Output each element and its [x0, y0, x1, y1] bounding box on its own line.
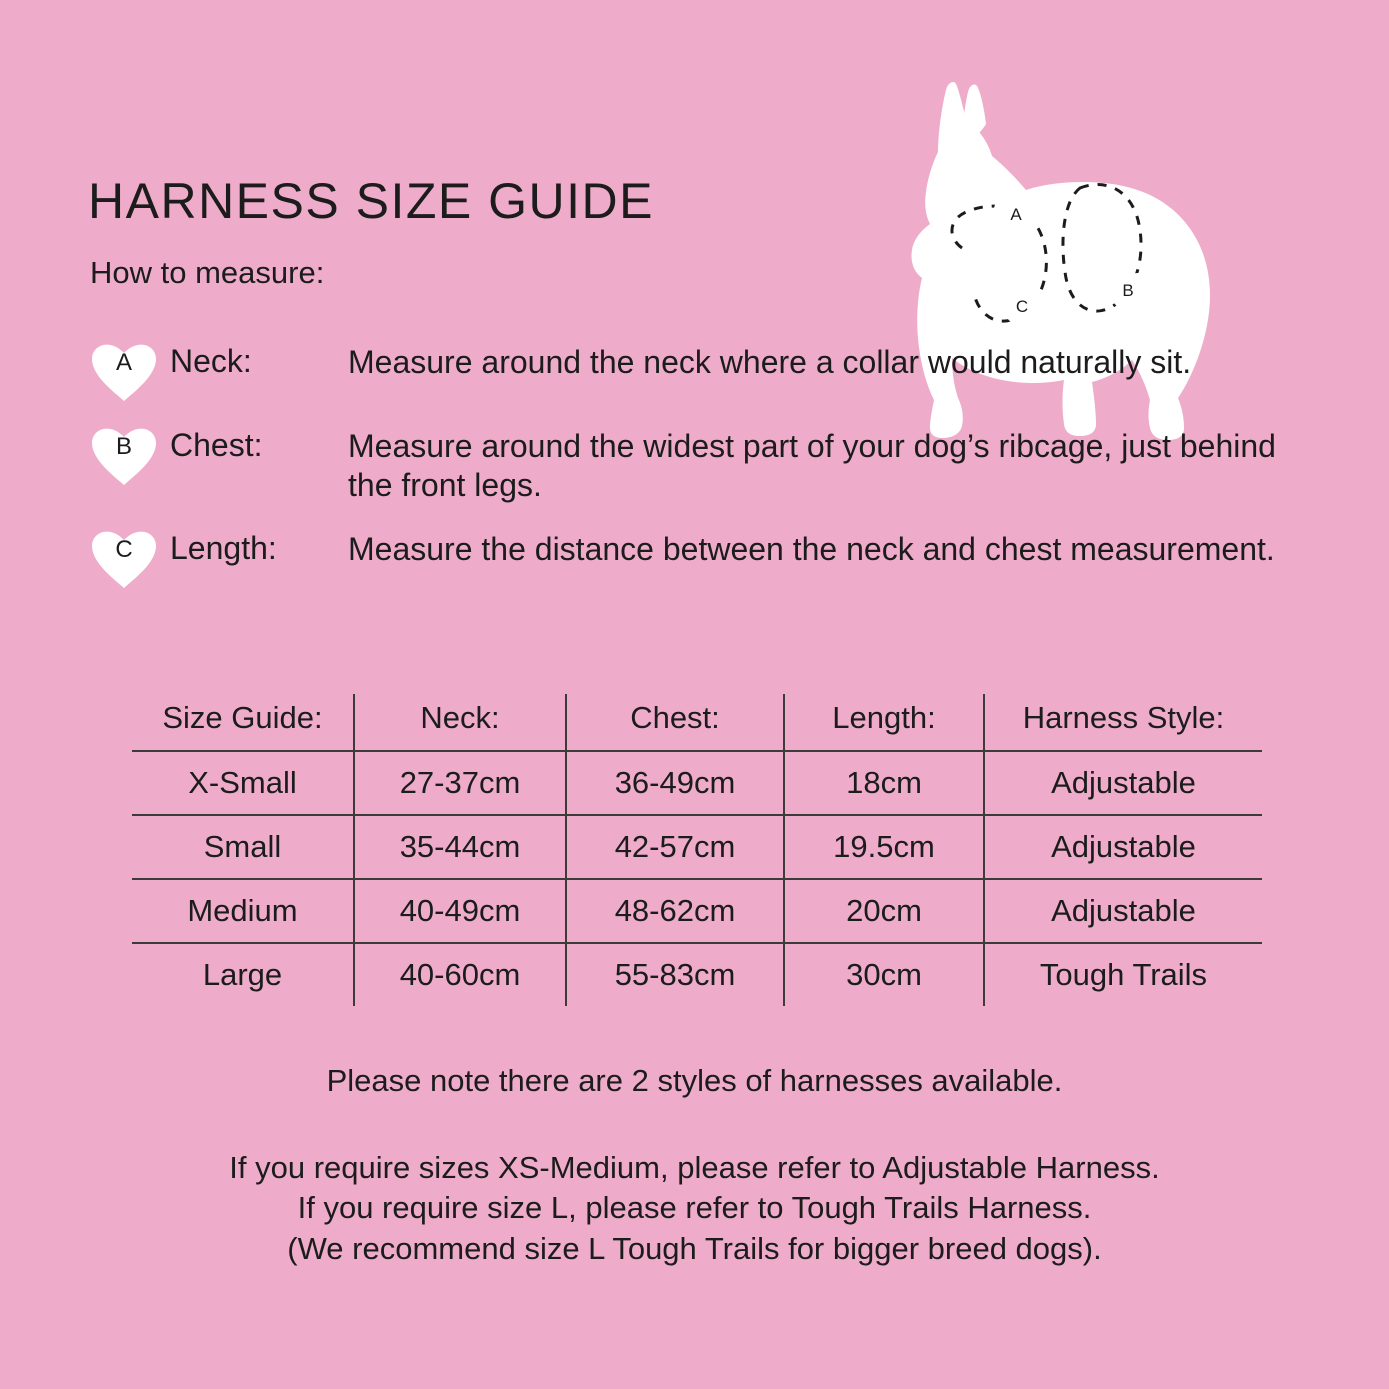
table-header-cell: Chest:: [566, 694, 784, 751]
heart-marker-b: [88, 421, 160, 487]
measurement-row-neck: [88, 335, 1288, 403]
note-line: If you require sizes XS-Medium, please refer to Adjustable Harness.: [229, 1150, 1160, 1185]
table-cell-size: X-Small: [132, 751, 354, 815]
measurement-label: Neck:: [170, 343, 252, 379]
measurement-label: Chest:: [170, 427, 263, 463]
measurement-row-length: [88, 522, 1288, 590]
measurement-text: Measure around the widest part of your dog’s ribcage, just behind the front legs.: [348, 428, 1276, 504]
size-table: [132, 694, 1262, 1006]
measurement-text: Measure around the neck where a collar would naturally sit.: [348, 344, 1192, 380]
table-cell-style: Adjustable: [984, 815, 1262, 879]
table-cell-chest: 55-83cm: [566, 943, 784, 1006]
measurement-text: Measure the distance between the neck and chest measurement.: [348, 530, 1275, 567]
marker-label-b: B: [1122, 281, 1134, 300]
measurement-label: Length:: [170, 529, 277, 566]
heart-letter: C: [115, 535, 133, 563]
table-cell-chest: 36-49cm: [566, 751, 784, 815]
table-cell-length: 20cm: [784, 879, 984, 943]
heart-marker-a: [88, 337, 160, 403]
heart-letter: B: [115, 433, 132, 460]
table-header-cell: Harness Style:: [984, 694, 1262, 751]
table-cell-size: Small: [132, 815, 354, 879]
table-cell-style: Tough Trails: [984, 943, 1262, 1006]
measurement-list: [88, 335, 1288, 606]
marker-label-a: A: [1010, 205, 1022, 224]
note-line: (We recommend size L Tough Trails for bigger breed dogs).: [287, 1230, 1102, 1266]
table-cell-length: 18cm: [784, 751, 984, 815]
table-row: [132, 943, 1262, 1006]
table-header-cell: Neck:: [354, 694, 566, 751]
note-main: Please note there are 2 styles of harnesses available.: [326, 1063, 1063, 1098]
table-cell-size: Large: [202, 957, 283, 992]
table-cell-style: Adjustable: [984, 879, 1262, 943]
table-cell-length: 19.5cm: [784, 815, 984, 879]
how-to-measure-label: How to measure:: [90, 255, 325, 290]
table-row: [132, 879, 1262, 943]
table-cell-chest: 42-57cm: [566, 815, 784, 879]
note-line: If you require size L, please refer to Tough Trails Harness.: [297, 1190, 1092, 1226]
table-cell-chest: 48-62cm: [566, 879, 784, 943]
table-header-row: [132, 694, 1262, 751]
table-cell-length: 30cm: [784, 943, 984, 1006]
table-cell-size: Medium: [132, 879, 354, 943]
table-cell-neck: 27-37cm: [354, 751, 566, 815]
measurement-row-chest: [88, 419, 1288, 506]
table-cell-neck: 40-60cm: [354, 943, 566, 1006]
size-table-wrapper: [132, 694, 1262, 1006]
table-header-cell: Length:: [784, 694, 984, 751]
table-row: [132, 751, 1262, 815]
note-block: [0, 1148, 1389, 1269]
marker-label-c: C: [1015, 297, 1029, 316]
table-cell-neck: 35-44cm: [354, 815, 566, 879]
table-row: [132, 815, 1262, 879]
table-cell-style: Adjustable: [984, 751, 1262, 815]
table-header-cell: Size Guide:: [132, 694, 354, 751]
heart-letter: A: [115, 349, 132, 376]
heart-marker-c: [88, 524, 160, 590]
table-cell-neck: 40-49cm: [354, 879, 566, 943]
page-title: HARNESS SIZE GUIDE: [88, 172, 654, 229]
